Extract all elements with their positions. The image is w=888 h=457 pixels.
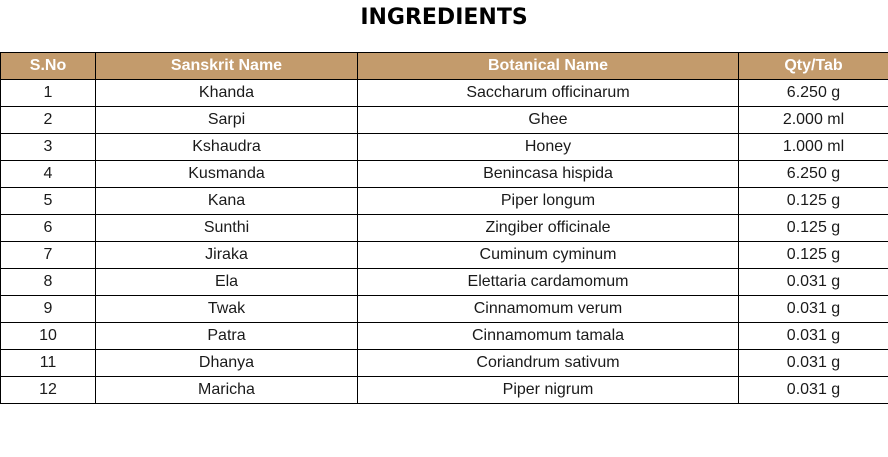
cell-sno: 5 (1, 188, 96, 215)
table-row (1, 215, 888, 242)
cell-botanical-name: Benincasa hispida (358, 161, 739, 188)
cell-qty: 0.031 g (739, 296, 888, 323)
page-title: INGREDIENTS (360, 5, 528, 30)
cell-botanical-name: Ghee (358, 107, 739, 134)
cell-sanskrit-name: Kusmanda (96, 161, 358, 188)
cell-sanskrit-name: Patra (96, 323, 358, 350)
cell-qty: 0.031 g (739, 377, 888, 404)
table-header-row (1, 53, 888, 80)
cell-botanical-name: Elettaria cardamomum (358, 269, 739, 296)
header-qty-per-tab: Qty/Tab (739, 53, 888, 80)
cell-sno: 2 (1, 107, 96, 134)
table-row (1, 377, 888, 404)
table-row (1, 161, 888, 188)
table-row (1, 350, 888, 377)
cell-sanskrit-name: Khanda (96, 80, 358, 107)
cell-botanical-name: Honey (358, 134, 739, 161)
table-row (1, 242, 888, 269)
table-row (1, 296, 888, 323)
cell-qty: 0.031 g (739, 269, 888, 296)
cell-sno: 7 (1, 242, 96, 269)
cell-sno: 3 (1, 134, 96, 161)
cell-qty: 0.031 g (739, 323, 888, 350)
cell-qty: 6.250 g (739, 161, 888, 188)
cell-qty: 0.125 g (739, 242, 888, 269)
cell-botanical-name: Cinnamomum tamala (358, 323, 739, 350)
cell-qty: 0.125 g (739, 215, 888, 242)
cell-qty: 6.250 g (739, 80, 888, 107)
cell-botanical-name: Piper nigrum (358, 377, 739, 404)
cell-botanical-name: Cinnamomum verum (358, 296, 739, 323)
header-sno: S.No (1, 53, 96, 80)
cell-sno: 11 (1, 350, 96, 377)
cell-botanical-name: Zingiber officinale (358, 215, 739, 242)
cell-botanical-name: Cuminum cyminum (358, 242, 739, 269)
header-sanskrit-name: Sanskrit Name (96, 53, 358, 80)
cell-sanskrit-name: Sunthi (96, 215, 358, 242)
cell-qty: 0.031 g (739, 350, 888, 377)
cell-sanskrit-name: Jiraka (96, 242, 358, 269)
cell-sanskrit-name: Kshaudra (96, 134, 358, 161)
cell-sno: 6 (1, 215, 96, 242)
cell-sanskrit-name: Maricha (96, 377, 358, 404)
table-row (1, 269, 888, 296)
cell-sanskrit-name: Sarpi (96, 107, 358, 134)
cell-sno: 12 (1, 377, 96, 404)
table-row (1, 134, 888, 161)
cell-sno: 1 (1, 80, 96, 107)
table-row (1, 323, 888, 350)
cell-sno: 9 (1, 296, 96, 323)
cell-sno: 8 (1, 269, 96, 296)
cell-sanskrit-name: Kana (96, 188, 358, 215)
cell-sanskrit-name: Twak (96, 296, 358, 323)
cell-sno: 4 (1, 161, 96, 188)
cell-qty: 2.000 ml (739, 107, 888, 134)
cell-sanskrit-name: Ela (96, 269, 358, 296)
table-row (1, 80, 888, 107)
cell-qty: 1.000 ml (739, 134, 888, 161)
cell-botanical-name: Coriandrum sativum (358, 350, 739, 377)
table-row (1, 107, 888, 134)
header-botanical-name: Botanical Name (358, 53, 739, 80)
table-row (1, 188, 888, 215)
cell-sanskrit-name: Dhanya (96, 350, 358, 377)
cell-botanical-name: Piper longum (358, 188, 739, 215)
cell-sno: 10 (1, 323, 96, 350)
ingredients-table (0, 52, 888, 404)
cell-qty: 0.125 g (739, 188, 888, 215)
cell-botanical-name: Saccharum officinarum (358, 80, 739, 107)
